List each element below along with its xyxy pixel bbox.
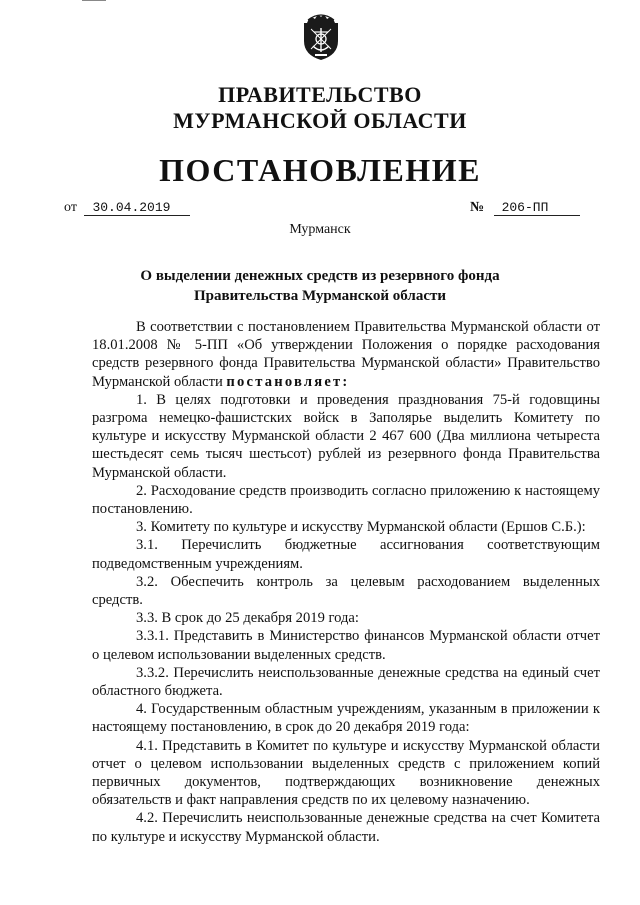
scan-edge-mark <box>82 0 106 1</box>
paragraph-4: 4. Государственным областным учреждениям, указанным в приложении к настоящему постановлению, в срок до 20 декабря 2019 года: <box>92 701 600 736</box>
paragraph-3-3: 3.3. В срок до 25 декабря 2019 года: <box>136 610 359 627</box>
org-name-line1: ПРАВИТЕЛЬСТВО <box>218 82 422 107</box>
paragraph-4-1: 4.1. Представить в Комитет по культуре и искусству Мурманской области отчет о целевом использовании выделенных средств с приложением копий первичных документов, подтверждающих возникновение денежных обязательств и факт направления средств по их целевому назначению. <box>92 737 600 809</box>
date-field <box>64 200 190 216</box>
paragraph-4-2: 4.2. Перечислить неиспользованные денежные средства на счет Комитета по культуре и искусству Мурманской области. <box>92 810 600 845</box>
resolves-word: постановляет: <box>226 373 350 390</box>
number-prefix: № <box>470 200 485 215</box>
paragraph-1: 1. В целях подготовки и проведения празднования 75-й годовщины разгрома немецко-фашистских войск в Заполярье выделить Комитету по культуре и искусству Мурманской области 2 467 600 (Два миллиона четыреста шестьдесят семь тысяч шестьсот) рублей из резервного фонда Правительства Мурманской области. <box>92 391 600 481</box>
murmansk-coat-of-arms-icon <box>302 11 340 61</box>
paragraph-3-1: 3.1. Перечислить бюджетные ассигнования соответствующим подведомственным учреждениям. <box>92 537 600 572</box>
paragraph-3-3-2: 3.3.2. Перечислить неиспользованные денежные средства на единый счет областного бюджета. <box>92 664 600 700</box>
number-value: 206-ПП <box>494 200 580 216</box>
document-title-line1: О выделении денежных средств из резервного фонда <box>140 268 500 284</box>
paragraph-3-3-1: 3.3.1. Представить в Министерство финансов Мурманской области отчет о целевом использовании выделенных средств. <box>92 628 600 663</box>
preamble-text: В соответствии с постановлением Правительства Мурманской области от 18.01.2008 № 5-ПП «Об утверждении Положения о порядке расходования средств резервного фонда Правительства Мурманской области» Правительство Мурманской области <box>92 319 600 390</box>
paragraph-3: 3. Комитету по культуре и искусству Мурманской области (Ершов С.Б.): <box>136 519 586 536</box>
document-title-line2: Правительства Мурманской области <box>193 288 447 304</box>
document-type: ПОСТАНОВЛЕНИЕ <box>159 152 481 188</box>
paragraph-2: 2. Расходование средств производить согласно приложению к настоящему постановлению. <box>92 482 600 518</box>
date-value: 30.04.2019 <box>84 200 190 216</box>
city: Мурманск <box>289 222 351 237</box>
date-prefix: от <box>64 200 77 215</box>
paragraph-3-2: 3.2. Обеспечить контроль за целевым расходованием выделенных средств. <box>92 573 600 609</box>
number-field <box>470 200 580 216</box>
preamble-paragraph <box>92 318 600 391</box>
org-name-line2: МУРМАНСКОЙ ОБЛАСТИ <box>173 108 467 133</box>
document-body <box>92 318 600 846</box>
